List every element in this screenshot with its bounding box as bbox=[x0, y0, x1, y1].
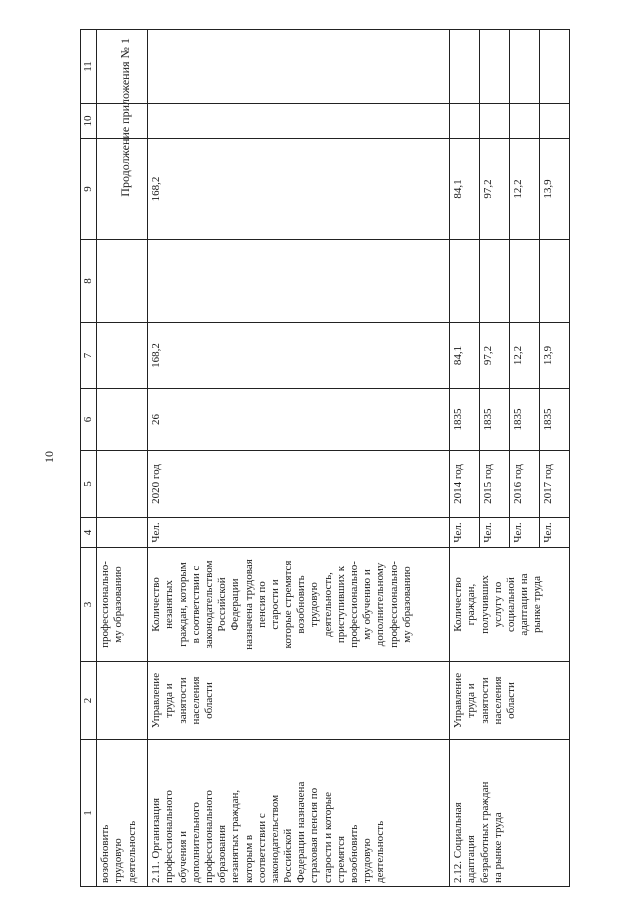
measure-description: 2.11. Организация профессионального обучения и дополнительного профессионального образования незанятых граждан, которым в соответствии с законодательством Российской Федерации назначена страховая пенсия по старости и которые стремятся возобновить трудовую деятельность bbox=[148, 740, 450, 887]
funding-local bbox=[450, 104, 480, 139]
funding-other bbox=[510, 30, 540, 104]
table-cell bbox=[97, 451, 148, 518]
funding-total: 168,2 bbox=[148, 323, 450, 389]
funding-federal bbox=[510, 240, 540, 323]
unit-cell: Чел. bbox=[148, 518, 450, 548]
appendix-table bbox=[80, 29, 570, 887]
table-cell bbox=[97, 104, 148, 139]
funding-regional: 13,9 bbox=[540, 139, 570, 240]
indicator-value: 1835 bbox=[480, 389, 510, 451]
column-number: 9 bbox=[81, 139, 97, 240]
indicator-value: 1835 bbox=[540, 389, 570, 451]
indicator-description: Количество незанятых граждан, которым в соответствии с законодательством Российской Федерации назначена трудовая пенсия по старости и которые стремятся возобновить трудовую деятельность, приступивших к профессионально- му обучению и дополнительному профессионально- му образованию bbox=[148, 548, 450, 662]
year-cell: 2020 год bbox=[148, 451, 450, 518]
table-cell bbox=[97, 518, 148, 548]
column-number: 1 bbox=[81, 740, 97, 887]
table-cell bbox=[97, 389, 148, 451]
funding-total: 12,2 bbox=[510, 323, 540, 389]
responsible-executor: Управление труда и занятости населения области bbox=[450, 662, 570, 740]
table-row-2-12 bbox=[450, 30, 480, 887]
funding-local bbox=[540, 104, 570, 139]
column-number: 7 bbox=[81, 323, 97, 389]
responsible-executor: Управление труда и занятости населения области bbox=[148, 662, 450, 740]
rotated-content bbox=[42, 30, 604, 887]
table-cell bbox=[97, 30, 148, 104]
measure-description: 2.12. Социальная адаптация безработных граждан на рынке труда bbox=[450, 740, 570, 887]
funding-local bbox=[148, 104, 450, 139]
funding-federal bbox=[540, 240, 570, 323]
indicator-value: 1835 bbox=[510, 389, 540, 451]
funding-total: 84,1 bbox=[450, 323, 480, 389]
appendix-continuation-note: Продолжение приложения № 1 bbox=[118, 38, 132, 197]
funding-federal bbox=[450, 240, 480, 323]
indicator-value: 1835 bbox=[450, 389, 480, 451]
column-number: 4 bbox=[81, 518, 97, 548]
funding-total: 97,2 bbox=[480, 323, 510, 389]
column-number-row bbox=[81, 30, 97, 887]
funding-total: 13,9 bbox=[540, 323, 570, 389]
table-row-continuation bbox=[97, 30, 148, 887]
table-cell bbox=[97, 662, 148, 740]
column-number: 6 bbox=[81, 389, 97, 451]
column-number: 8 bbox=[81, 240, 97, 323]
funding-regional: 12,2 bbox=[510, 139, 540, 240]
column-number: 5 bbox=[81, 451, 97, 518]
funding-other bbox=[480, 30, 510, 104]
funding-regional: 168,2 bbox=[148, 139, 450, 240]
table-cell bbox=[97, 240, 148, 323]
column-number: 3 bbox=[81, 548, 97, 662]
funding-other bbox=[450, 30, 480, 104]
funding-other bbox=[148, 30, 450, 104]
measure-description: возобновить трудовую деятельность bbox=[97, 740, 148, 887]
table-cell bbox=[97, 139, 148, 240]
unit-cell: Чел. bbox=[480, 518, 510, 548]
page-number: 10 bbox=[42, 451, 56, 463]
funding-federal bbox=[148, 240, 450, 323]
column-number: 11 bbox=[81, 30, 97, 104]
column-number: 2 bbox=[81, 662, 97, 740]
indicator-value: 26 bbox=[148, 389, 450, 451]
funding-other bbox=[540, 30, 570, 104]
table-row-2-11 bbox=[148, 30, 450, 887]
column-number: 10 bbox=[81, 104, 97, 139]
unit-cell: Чел. bbox=[540, 518, 570, 548]
funding-local bbox=[510, 104, 540, 139]
year-cell: 2017 год bbox=[540, 451, 570, 518]
year-cell: 2015 год bbox=[480, 451, 510, 518]
year-cell: 2014 год bbox=[450, 451, 480, 518]
table-cell bbox=[97, 323, 148, 389]
indicator-description: профессионально- му образованию bbox=[97, 548, 148, 662]
funding-federal bbox=[480, 240, 510, 323]
funding-regional: 97,2 bbox=[480, 139, 510, 240]
unit-cell: Чел. bbox=[450, 518, 480, 548]
unit-cell: Чел. bbox=[510, 518, 540, 548]
indicator-description: Количество граждан, получивших услугу по социальной адаптации на рынке труда bbox=[450, 548, 570, 662]
funding-local bbox=[480, 104, 510, 139]
funding-regional: 84,1 bbox=[450, 139, 480, 240]
year-cell: 2016 год bbox=[510, 451, 540, 518]
